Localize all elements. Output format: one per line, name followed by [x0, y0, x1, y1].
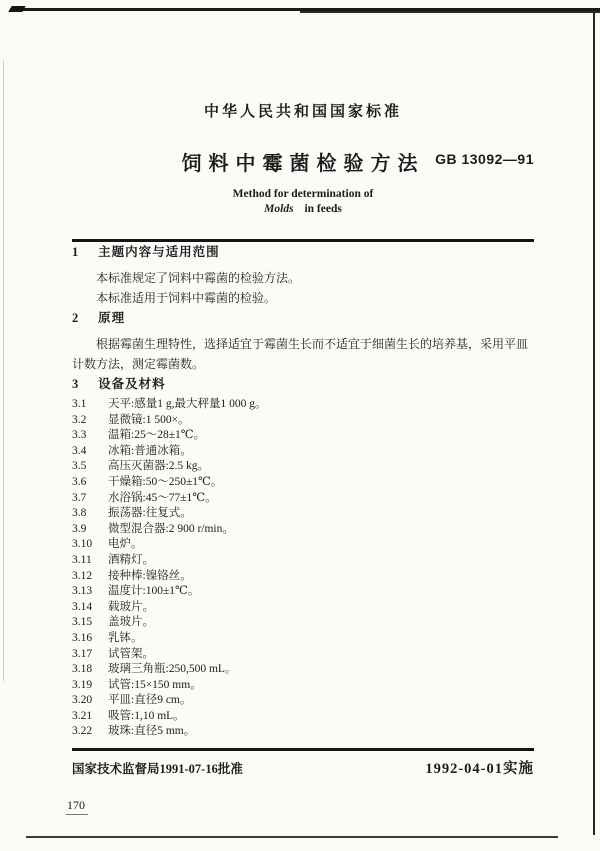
- item-number: 3.17: [72, 647, 93, 660]
- list-item: [72, 569, 534, 585]
- item-number: 3.21: [72, 709, 93, 722]
- list-item: [72, 475, 534, 491]
- list-item: [72, 647, 534, 663]
- scan-edge-right: [593, 10, 595, 835]
- item-number: 3.6: [72, 475, 87, 488]
- footer-rule: [72, 748, 534, 751]
- item-number: 3.13: [72, 585, 93, 598]
- list-item: [72, 553, 534, 569]
- list-item: [72, 615, 534, 631]
- section-title: 主题内容与适用范围: [98, 245, 220, 259]
- item-number: 3.4: [72, 444, 87, 457]
- title-row: [72, 147, 534, 173]
- item-text: 乳钵。: [108, 631, 143, 644]
- page-number: 170: [66, 798, 88, 815]
- item-number: 3.11: [72, 553, 92, 566]
- item-number: 3.16: [72, 631, 93, 644]
- list-item: [72, 678, 534, 694]
- section-heading: [72, 308, 534, 326]
- item-text: 温度计:100±1℃。: [108, 585, 200, 598]
- list-item: [72, 537, 534, 553]
- list-item: [72, 600, 534, 616]
- list-item: [72, 724, 534, 740]
- item-number: 3.20: [72, 694, 93, 707]
- paragraph: 本标准适用于饲料中霉菌的检验。: [96, 291, 277, 305]
- list-item: [72, 693, 534, 709]
- section-number: 1: [72, 245, 80, 259]
- scan-edge-top-thick: [300, 11, 600, 13]
- item-number: 3.18: [72, 663, 93, 676]
- scan-edge-bottom: [26, 836, 558, 838]
- item-number: 3.2: [72, 413, 87, 426]
- english-title-italic: Molds: [264, 203, 294, 215]
- document-footer: [72, 757, 534, 778]
- equipment-list: [72, 397, 534, 740]
- english-title-line2: [72, 202, 534, 217]
- item-text: 盖玻片。: [108, 616, 154, 629]
- list-item: [72, 506, 534, 522]
- item-text: 电炉。: [108, 538, 143, 551]
- list-item: [72, 662, 534, 678]
- item-number: 3.22: [72, 725, 93, 738]
- list-item: [72, 491, 534, 507]
- item-text: 振荡器:往复式。: [108, 507, 192, 520]
- item-text: 天平:感量1 g,最大秤量1 000 g。: [108, 398, 267, 410]
- paragraph: 根据霉菌生理特性，选择适宜于霉菌生长而不适宜于细菌生长的培养基，采用平皿计数方法，测定霉菌数。: [72, 337, 529, 371]
- item-number: 3.14: [72, 600, 93, 613]
- item-number: 3.1: [72, 398, 87, 410]
- item-number: 3.3: [72, 429, 87, 442]
- standard-org: 中华人民共和国国家标准: [203, 104, 402, 120]
- section-heading: [72, 374, 534, 392]
- list-item: [72, 522, 534, 538]
- item-text: 微型混合器:2 900 r/min。: [108, 522, 234, 535]
- item-text: 试管架。: [108, 647, 154, 660]
- paragraph: 本标准规定了饲料中霉菌的检验方法。: [96, 271, 301, 285]
- item-text: 吸管:1,10 mL。: [108, 709, 185, 722]
- section-title: 原理: [98, 311, 126, 325]
- section-scope: [72, 242, 534, 308]
- list-item: [72, 397, 534, 413]
- item-number: 3.9: [72, 522, 87, 535]
- section-principle: [72, 308, 534, 374]
- english-title-rest: in feeds: [304, 203, 342, 215]
- item-text: 玻珠:直径5 mm。: [108, 725, 196, 738]
- implementation-date: 1992-04-01实施: [425, 761, 534, 778]
- scan-corner-artifact: [8, 6, 25, 12]
- list-item: [72, 631, 534, 647]
- list-item: [72, 459, 534, 475]
- item-text: 温箱:25～28±1℃。: [108, 429, 206, 442]
- item-text: 干燥箱:50～250±1℃。: [108, 475, 223, 488]
- approval-note: 国家技术监督局1991-07-16批准: [72, 762, 243, 777]
- list-item: [72, 444, 534, 460]
- item-number: 3.5: [72, 460, 87, 473]
- item-number: 3.8: [72, 507, 87, 520]
- section-number: 2: [72, 311, 80, 325]
- item-text: 高压灭菌器:2.5 kg。: [108, 460, 209, 473]
- item-number: 3.15: [72, 616, 93, 629]
- item-text: 冰箱:普通冰箱。: [108, 444, 192, 457]
- item-text: 酒精灯。: [108, 553, 154, 566]
- list-item: [72, 428, 534, 444]
- scan-edge-left: [3, 60, 4, 681]
- standard-number: GB 13092—91: [435, 151, 534, 167]
- document-header: [72, 100, 534, 217]
- section-title: 设备及材料: [98, 377, 166, 391]
- section-equipment: [72, 374, 534, 740]
- item-number: 3.19: [72, 678, 93, 691]
- section-heading: [72, 242, 534, 260]
- item-text: 试管:15×150 mm。: [108, 678, 202, 691]
- item-number: 3.7: [72, 491, 87, 504]
- item-text: 载玻片。: [108, 600, 154, 613]
- item-text: 平皿:直径9 cm。: [108, 694, 192, 707]
- item-text: 显微镜:1 500×。: [108, 413, 190, 426]
- english-title-line1: Method for determination of: [232, 188, 374, 200]
- list-item: [72, 413, 534, 429]
- document-title: 饲料中霉菌检验方法: [181, 153, 425, 175]
- item-text: 水浴锅:45～77±1℃。: [108, 491, 217, 504]
- item-number: 3.10: [72, 538, 93, 551]
- list-item: [72, 584, 534, 600]
- section-number: 3: [72, 377, 80, 391]
- item-text: 玻璃三角瓶:250,500 mL。: [108, 663, 237, 676]
- item-text: 接种棒:镍铬丝。: [108, 569, 192, 582]
- list-item: [72, 709, 534, 725]
- item-number: 3.12: [72, 569, 93, 582]
